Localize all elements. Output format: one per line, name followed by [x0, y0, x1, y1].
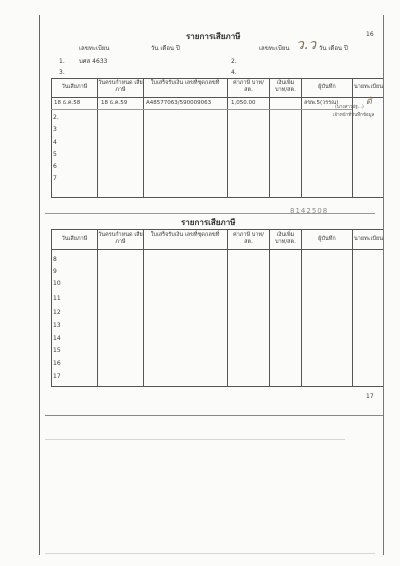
table2-top-border [51, 229, 383, 230]
col-header-due-date: วันครบกำหนด เสียภาษี [98, 232, 143, 245]
scan-noise-mark [45, 439, 345, 440]
table1-col-border [269, 78, 270, 197]
table1-bottom-border [51, 197, 383, 198]
table2-col-border [97, 229, 98, 386]
table2-bottom-border [51, 386, 383, 387]
stamp-line: เจ้าหน้าที่บันทึกข้อมูล [333, 113, 375, 118]
col-header-tax-date: วันเสียภาษี [61, 236, 88, 242]
row-number: 16 [53, 360, 61, 367]
section-title: รายการเสียภาษี [181, 218, 236, 227]
entry-number-1: 1. [59, 58, 65, 65]
entry-number-2: 2. [231, 58, 237, 65]
row-number: 9 [53, 268, 57, 275]
row1-underline [51, 109, 352, 110]
date-label-right: วัน เดือน ปี [319, 45, 348, 52]
reg-label-left: เลขทะเบียน [79, 45, 110, 52]
page-number-top: 16 [366, 31, 374, 38]
col-header-recorder: ผู้บันทึก [318, 84, 336, 90]
table1-header-bottom-border [51, 97, 383, 98]
right-margin-line [383, 15, 384, 555]
separator-scribble-text: 8142508 [290, 207, 329, 215]
col-header-due-date: วันครบกำหนด เสียภาษี [98, 80, 143, 93]
date-label-left: วัน เดือน ปี [151, 45, 180, 52]
table1-col-border [352, 78, 353, 197]
row1-tax-amount: 1,050.00 [231, 100, 256, 106]
row-number: 15 [53, 347, 61, 354]
row1-due-date: 18 ธ.ค.59 [101, 100, 128, 106]
col-header-tax-amount: ค่าภาษี บาท/สต. [233, 232, 264, 245]
row-number: 6 [53, 163, 57, 170]
col-header-receipt: ใบเสร็จรับเงิน เลขที่ชุด/เลขที่ [150, 80, 220, 86]
table1-top-border [51, 78, 383, 79]
col-header-tax-amount: ค่าภาษี บาท/สต. [233, 80, 264, 93]
col-header-surcharge: เงินเพิ่ม บาท/สต. [275, 80, 296, 93]
col-header-registrar: นายทะเบียน [354, 236, 384, 242]
reg-label-right: เลขทะเบียน [259, 45, 290, 52]
table1-col-border [97, 78, 98, 197]
table2-col-border [352, 229, 353, 386]
row-number: 12 [53, 309, 61, 316]
table1-col-border [301, 78, 302, 197]
table1-col-border [227, 78, 228, 197]
table2-col-border [143, 229, 144, 386]
col-header-registrar: นายทะเบียน [354, 84, 384, 90]
row1-receipt: A48577063/590009063 [146, 100, 212, 106]
table2-col-border [301, 229, 302, 386]
table2-col-border [269, 229, 270, 386]
col-header-surcharge: เงินเพิ่ม บาท/สต. [275, 232, 296, 245]
row1-recorder: ลขพ.5(วรรณ) [304, 100, 339, 106]
handwritten-mark: ว.ว [296, 37, 317, 53]
row-number: 11 [53, 295, 61, 302]
col-header-recorder: ผู้บันทึก [318, 236, 336, 242]
row1-tax-date: 18 ธ.ค.58 [54, 100, 81, 106]
section-title: รายการเสียภาษี [186, 32, 241, 41]
row-number: 4 [53, 139, 57, 146]
row-number: 14 [53, 335, 61, 342]
row-number: 17 [53, 373, 61, 380]
footer-rule [45, 415, 383, 416]
row-number: 13 [53, 322, 61, 329]
scan-noise-mark [45, 553, 375, 554]
row-number: 2. [53, 114, 59, 121]
row-number: 10 [53, 280, 61, 287]
row1-registrar-signature: ดิ [366, 97, 372, 107]
entry-number-3: 3. [59, 69, 65, 76]
table1-col-border [143, 78, 144, 197]
table1-col-border [51, 78, 52, 197]
stamp-line: (นางสาวปฐ...) [335, 105, 364, 110]
entry-number-4: 4. [231, 69, 237, 76]
left-margin-line [39, 15, 40, 555]
row-number: 7 [53, 175, 57, 182]
table2-header-bottom-border [51, 249, 383, 250]
col-header-receipt: ใบเสร็จรับเงิน เลขที่ชุด/เลขที่ [150, 232, 220, 238]
row-number: 3 [53, 126, 57, 133]
row-number: 5 [53, 151, 57, 158]
col-header-tax-date: วันเสียภาษี [61, 84, 88, 90]
page-number-bottom: 17 [366, 393, 374, 400]
table2-col-border [227, 229, 228, 386]
entry-value-1: บศส 4633 [79, 58, 108, 65]
row-number: 8 [53, 256, 57, 263]
table2-col-border [51, 229, 52, 386]
